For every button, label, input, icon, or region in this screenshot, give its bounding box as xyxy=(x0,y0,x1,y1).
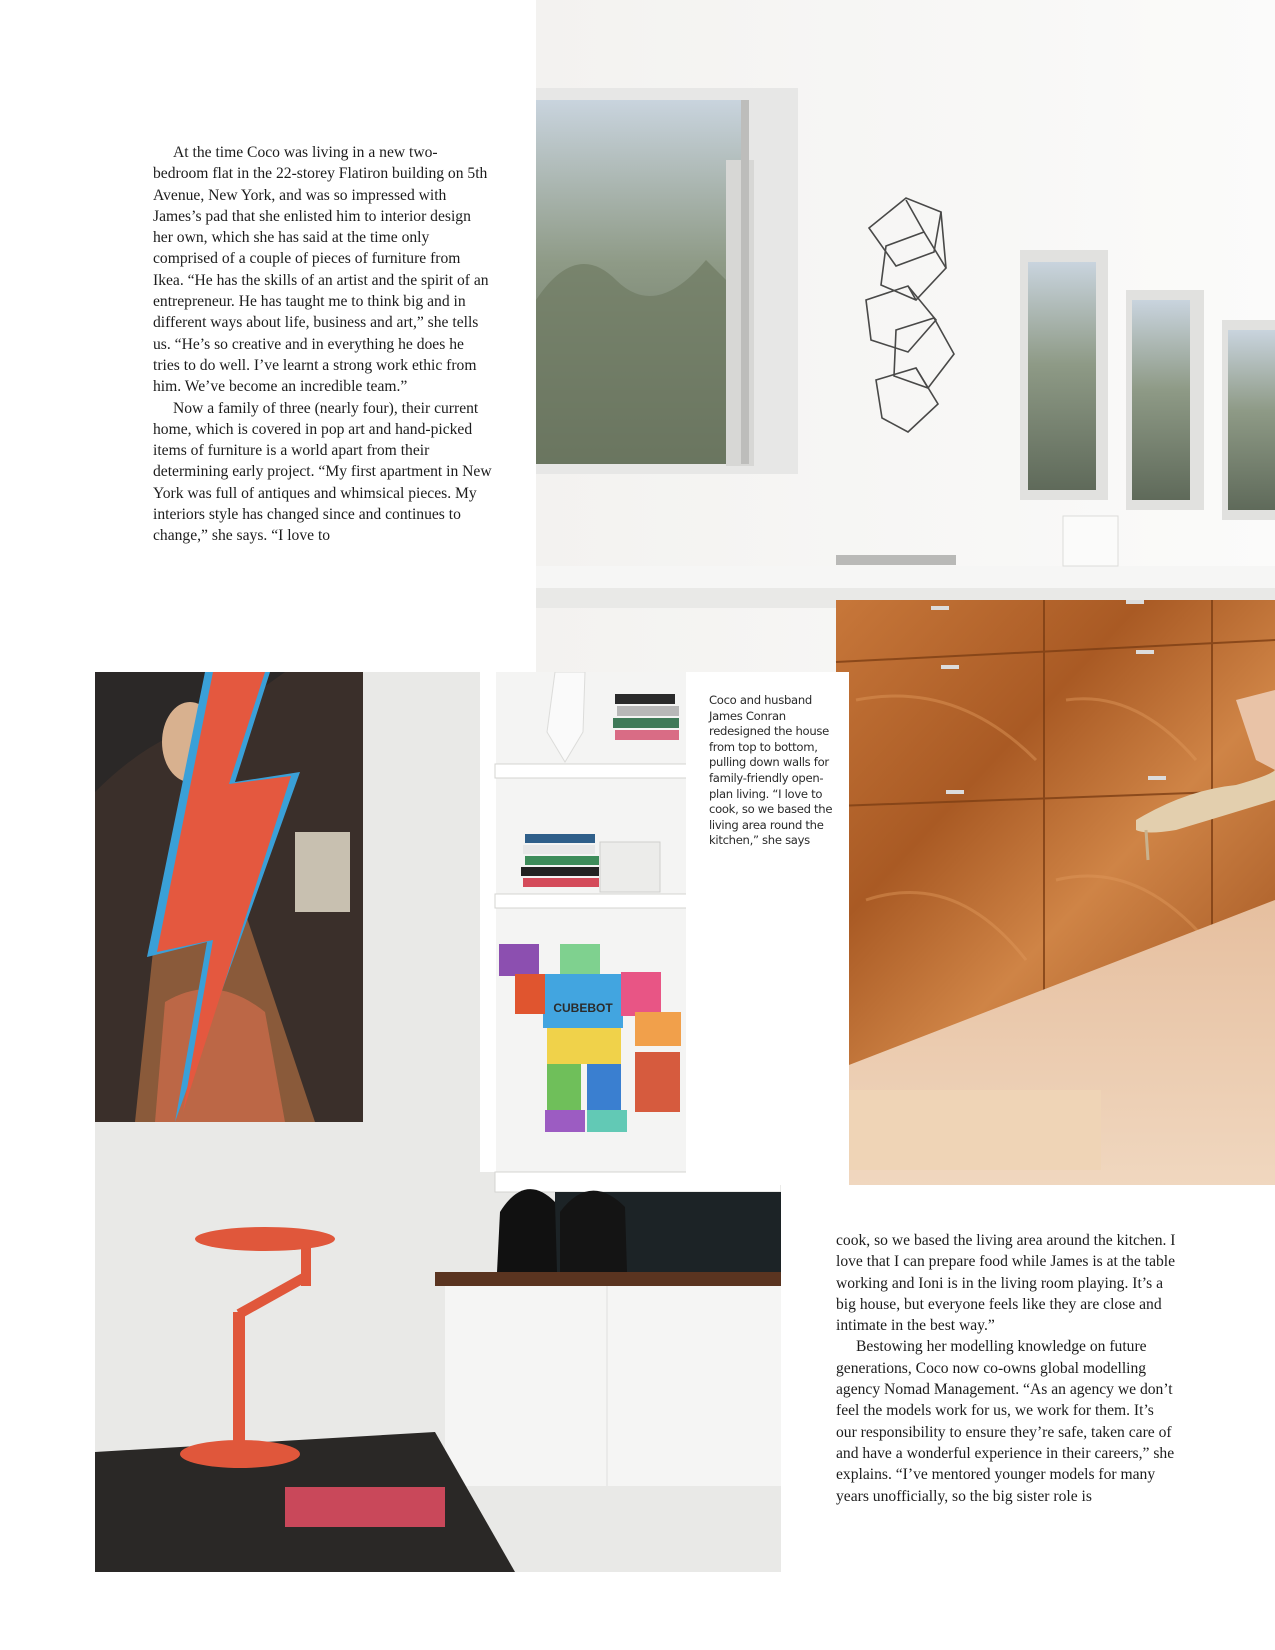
photo-caption: Coco and husband James Conran redesigned the house from top to bottom, pulling down walls for family-friendly open-plan living. “I love to cook, so we based the living area round the kitchen,” she says xyxy=(709,693,833,848)
article-column-bottom xyxy=(836,1230,1176,1507)
article-paragraph: Bestowing her modelling knowledge on future generations, Coco now co-owns global modelling agency Nomad Management. “As an agency we don’t feel the models work for us, we work for them. It’s our responsibility to ensure they’re safe, taken care of and have a wonderful experience in their careers,” she explains. “I’ve mentored younger models for many years unofficially, so the big sister role is xyxy=(836,1338,1175,1505)
article-column-top xyxy=(153,142,493,547)
article-paragraph: Now a family of three (nearly four), their current home, which is covered in pop art and hand-picked items of furniture is a world apart from their determining early project. “My first apartment in New York was full of antiques and whimsical pieces. My interiors style has changed since and continues to change,” she says. “I love to xyxy=(153,399,492,545)
living-room-illustration xyxy=(95,672,781,1572)
living-room-photo xyxy=(95,672,781,1572)
article-paragraph: cook, so we based the living area around the kitchen. I love that I can prepare food while James is at the table working and Ioni is in the living room playing. It’s a big house, but everyone feels like they are close and intimate in the best way.” xyxy=(836,1232,1176,1335)
article-paragraph: At the time Coco was living in a new two-bedroom flat in the 22-storey Flatiron building on 5th Avenue, New York, and was so impressed with James’s pad that she enlisted him to interior design her own, which she has said at the time only comprised of a couple of pieces of furniture from Ikea. “He has the skills of an artist and the spirit of an entrepreneur. He has taught me to think big and in different ways about life, business and art,” she tells us. “He’s so creative and in everything he does he tries to do well. I’ve learnt a strong work ethic from him. We’ve become an incredible team.” xyxy=(153,144,489,396)
cubebot-label: CUBEBOT xyxy=(553,1001,613,1015)
